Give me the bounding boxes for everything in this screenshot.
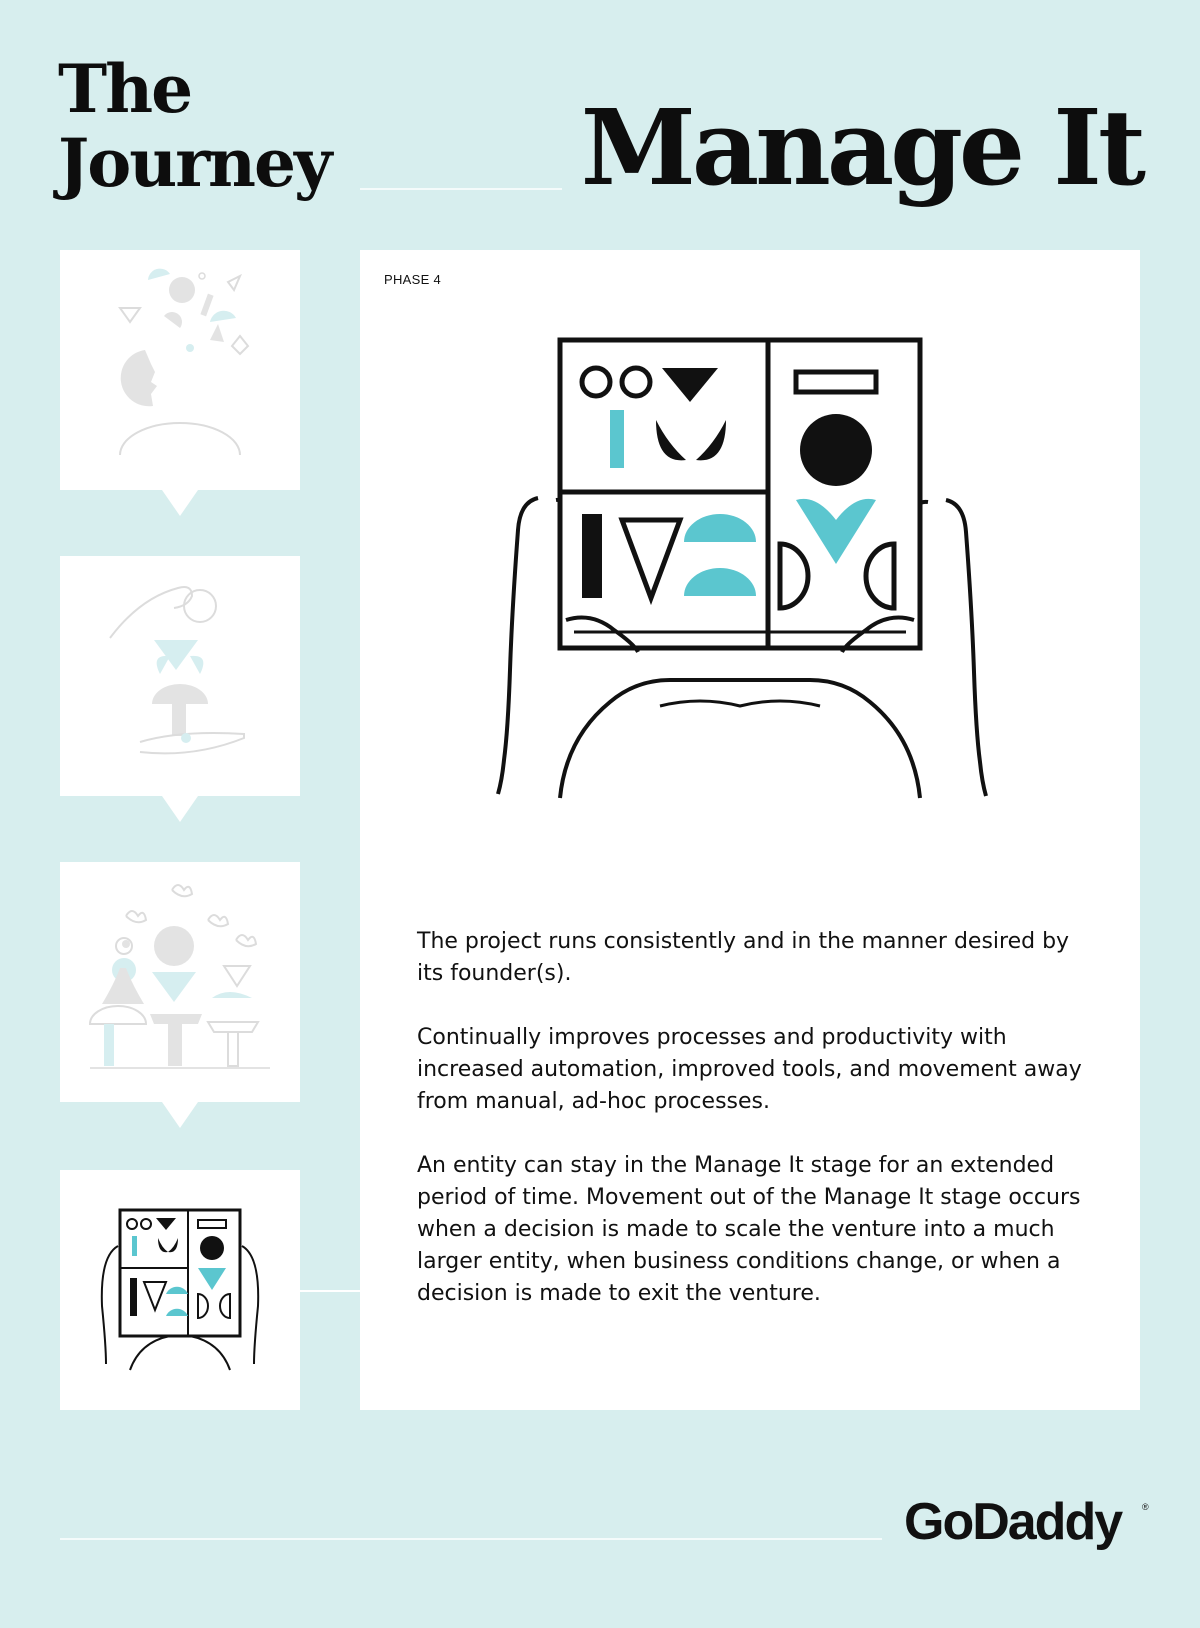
active-connector-line [300, 1290, 360, 1292]
phase-description [417, 926, 1097, 1342]
godaddy-logo: GoDaddy [904, 1493, 1122, 1551]
thumbnail-pointer [162, 1102, 198, 1128]
phase-title: Manage It [580, 86, 1142, 209]
description-paragraph-2: Continually improves processes and productivity with increased automation, improved tools, and movement away from manual, ad-hoc processes. [417, 1025, 1082, 1114]
series-title-line-2: Journey [58, 124, 331, 202]
description-paragraph-3: An entity can stay in the Manage It stage for an extended period of time. Movement out of the Manage It stage occurs when a decision is made to scale the venture into a much larger entity, when business conditions change, or when a decision is made to exit the venture. [417, 1153, 1081, 1306]
footer-divider [60, 1538, 882, 1540]
hand-building-icon [60, 556, 300, 796]
thumbnail-pointer [162, 490, 198, 516]
hands-holding-board-illustration [360, 250, 1140, 830]
phase-4-thumbnail[interactable] [60, 1170, 300, 1410]
phase-2-thumbnail[interactable] [60, 556, 300, 796]
hands-holding-board-icon [60, 1170, 300, 1410]
description-paragraph-1: The project runs consistently and in the manner desired by its founder(s). [417, 929, 1070, 986]
series-title [58, 52, 330, 200]
head-ideas-icon [60, 250, 300, 490]
phase-label: PHASE 4 [384, 272, 442, 287]
growing-plants-icon [60, 862, 300, 1102]
thumbnail-pointer [162, 796, 198, 822]
phase-3-thumbnail[interactable] [60, 862, 300, 1102]
series-title-line-1: The [58, 50, 192, 128]
header-divider [360, 188, 562, 190]
registered-mark: ® [1142, 1502, 1149, 1512]
phase-detail-card [360, 250, 1140, 1410]
phase-1-thumbnail[interactable] [60, 250, 300, 490]
